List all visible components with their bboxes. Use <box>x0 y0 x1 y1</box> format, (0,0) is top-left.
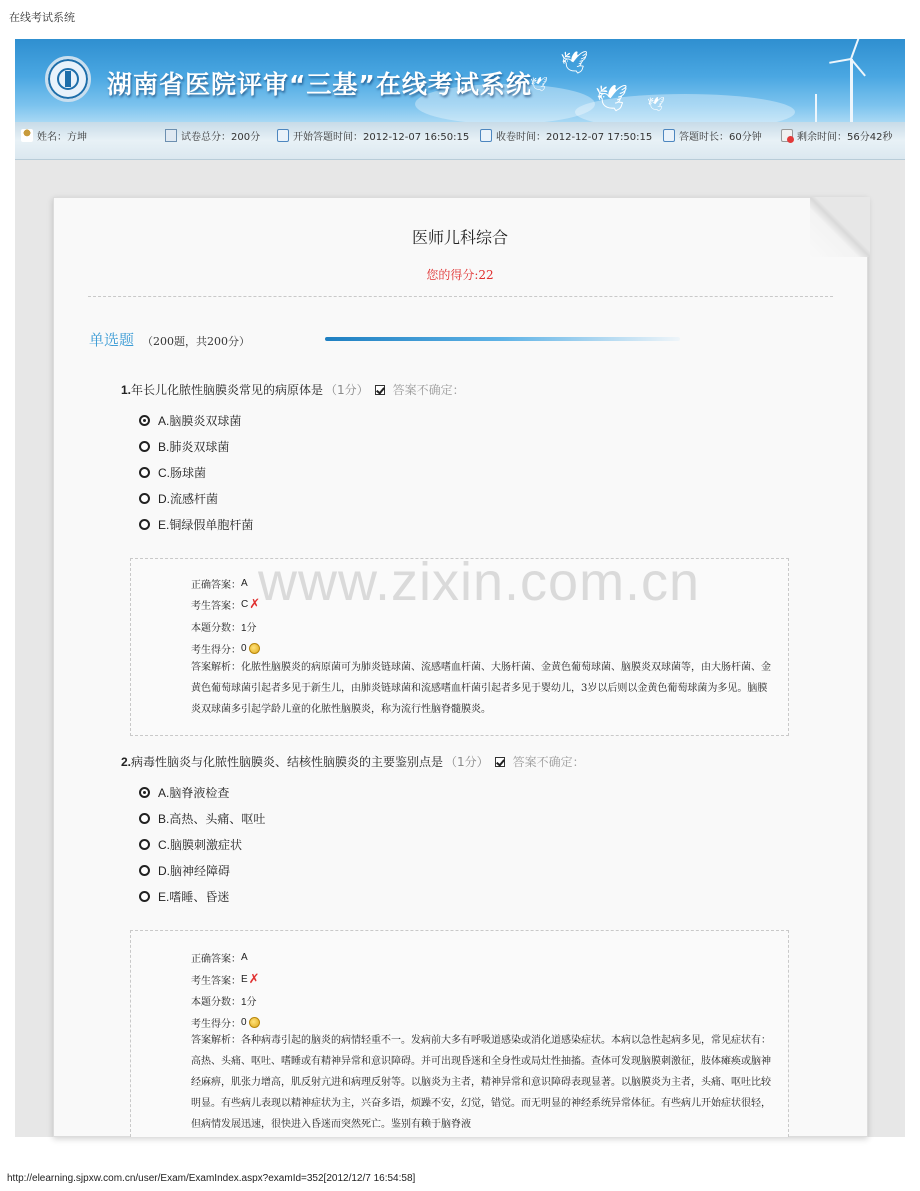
windmill-icon <box>850 59 853 122</box>
section-title: 单选题 <box>89 331 135 349</box>
student-answer-label: 考生答案： <box>191 601 241 612</box>
analysis-body: 化脓性脑膜炎的病原菌可为肺炎链球菌、流感嗜血杆菌、大肠杆菌、金黄色葡萄球菌、脑膜炎双球菌等，由大肠杆菌、金黄色葡萄球菌引起者多见于新生儿，由肺炎链球菌和流感嗜血杆菌引起者多见于婴幼儿，3岁以后则以金黄色葡萄球菌为多见。脑膜炎双球菌多引起学龄儿童的化脓性脑膜炎，称为流行性脑脊髓膜炎。 <box>191 662 771 715</box>
option-e[interactable] <box>139 888 229 905</box>
question-points-value: 1分 <box>241 623 257 634</box>
student-answer-value: E <box>241 974 248 985</box>
student-score-label: 考生得分： <box>191 1019 241 1030</box>
student-score-value: 0 <box>241 643 247 654</box>
analysis-label: 答案解析： <box>191 662 241 673</box>
info-remaining <box>781 128 892 143</box>
section-header <box>89 329 250 350</box>
name-text: 姓名：方坤 <box>37 132 87 143</box>
option-text: 脑膜刺激症状 <box>170 838 243 852</box>
question-points-row <box>191 619 257 634</box>
clock-icon <box>663 129 675 142</box>
section-summary: （200题，共200分） <box>142 335 251 348</box>
system-title: 湖南省医院评审“三基”在线考试系统 <box>107 70 532 99</box>
option-letter: A. <box>158 786 170 800</box>
header-banner <box>15 39 905 122</box>
option-letter: A. <box>158 414 170 428</box>
uncertain-label: 答案不确定： <box>392 383 465 397</box>
question-points: （1分） <box>445 755 489 769</box>
option-a[interactable] <box>139 412 241 429</box>
section-decoration-bar <box>325 337 680 341</box>
hospital-logo <box>45 56 91 102</box>
question-points: （1分） <box>325 383 369 397</box>
option-a[interactable] <box>139 784 229 801</box>
info-submit-time <box>480 128 652 143</box>
option-text: 铜绿假单胞杆菌 <box>169 518 254 532</box>
analysis-text <box>191 1030 771 1135</box>
radio[interactable] <box>139 519 150 530</box>
option-c[interactable] <box>139 464 206 481</box>
option-text: 高热、头痛、呕吐 <box>169 812 266 826</box>
student-score-row <box>191 1015 260 1030</box>
analysis-body: 各种病毒引起的脑炎的病情轻重不一。发病前大多有呼吸道感染或消化道感染症状。本病以急性起病多见，常见症状有：高热、头痛、呕吐、嗜睡或有精神异常和意识障碍。并可出现昏迷和全身性或局灶性抽搐。查体可发现脑膜刺激征，肢体瘫痪或脑神经麻痹，肌张力增高，肌反射亢进和病理反射等。以脑炎为主者，精神异常和意识障碍表现显著。以脑膜炎为主者，头痛、呕吐比较明显。有些病儿表现以精神症状为主，兴奋多语，烦躁不安，幻觉，错觉。而无明显的神经系统异常体征。有些病儿开始症状很轻，但病情发展迅速，很快进入昏迷而突然死亡。鉴别有赖于脑脊液 <box>191 1035 771 1130</box>
info-name <box>21 128 87 143</box>
option-letter: B. <box>158 440 170 454</box>
correct-answer-row <box>191 576 248 591</box>
question-number: 1. <box>121 382 132 397</box>
radio-selected[interactable] <box>139 415 150 426</box>
answer-panel-1 <box>130 558 789 736</box>
uncertain-checkbox[interactable] <box>495 757 505 767</box>
dove-icon: 🕊 <box>595 84 629 114</box>
radio[interactable] <box>139 865 150 876</box>
student-score-label: 考生得分： <box>191 645 241 656</box>
radio-selected[interactable] <box>139 787 150 798</box>
question-number: 2. <box>121 754 132 769</box>
page-caption: 在线考试系统 <box>9 11 75 24</box>
student-answer-row <box>191 597 260 612</box>
question-points-label: 本题分数： <box>191 623 241 634</box>
clock-icon <box>277 129 289 142</box>
info-duration <box>663 128 762 143</box>
dove-icon: 🕊 <box>560 51 588 76</box>
coin-icon <box>249 643 260 654</box>
option-letter: D. <box>158 492 170 506</box>
divider <box>88 296 833 297</box>
correct-answer-label: 正确答案： <box>191 580 241 591</box>
windmill-icon <box>815 94 817 122</box>
wrong-x-icon: ✗ <box>249 596 261 612</box>
radio[interactable] <box>139 891 150 902</box>
option-letter: B. <box>158 812 170 826</box>
option-text: 流感杆菌 <box>170 492 219 506</box>
document-icon <box>165 129 177 142</box>
alarm-icon <box>781 129 793 142</box>
student-score-row <box>191 641 260 656</box>
question-2 <box>121 753 585 770</box>
exam-title: 医师儿科综合 <box>411 228 508 247</box>
exam-score: 您的得分:22 <box>426 268 494 282</box>
option-d[interactable] <box>139 490 218 507</box>
option-letter: D. <box>158 864 170 878</box>
correct-answer-row <box>191 950 248 965</box>
option-text: 脑脊液检查 <box>169 786 230 800</box>
student-answer-value: C <box>241 599 249 610</box>
option-text: 肠球菌 <box>170 466 207 480</box>
analysis-label: 答案解析： <box>191 1035 241 1046</box>
submit-time-text: 收卷时间：2012-12-07 17:50:15 <box>496 132 653 143</box>
student-answer-label: 考生答案： <box>191 976 241 987</box>
correct-answer-value: A <box>241 578 248 589</box>
clock-icon <box>480 129 492 142</box>
uncertain-checkbox[interactable] <box>375 385 385 395</box>
remaining-time-text: 剩余时间：56分42秒 <box>797 132 893 143</box>
info-total-score <box>165 128 260 143</box>
question-points-row <box>191 993 257 1008</box>
question-text: 年长儿化脓性脑膜炎常见的病原体是 <box>131 383 324 397</box>
option-text: 嗜睡、昏迷 <box>169 890 230 904</box>
radio[interactable] <box>139 467 150 478</box>
wrong-x-icon: ✗ <box>248 971 260 987</box>
user-icon <box>21 129 33 142</box>
option-text: 脑神经障碍 <box>170 864 231 878</box>
dove-icon: 🕊 <box>647 97 665 113</box>
uncertain-label: 答案不确定： <box>512 755 585 769</box>
question-points-value: 1分 <box>241 997 257 1008</box>
start-time-text: 开始答题时间：2012-12-07 16:50:15 <box>293 132 470 143</box>
question-points-label: 本题分数： <box>191 997 241 1008</box>
dove-icon: 🕊 <box>530 77 548 93</box>
radio[interactable] <box>139 493 150 504</box>
answer-panel-2 <box>130 930 789 1137</box>
option-e[interactable] <box>139 516 253 533</box>
correct-answer-label: 正确答案： <box>191 954 241 965</box>
footer-url: http://elearning.sjpxw.com.cn/user/Exam/ExamIndex.aspx?examId=352[2012/12/7 16:54:58] <box>7 1173 416 1184</box>
option-text: 脑膜炎双球菌 <box>169 414 242 428</box>
duration-text: 答题时长：60分钟 <box>679 132 762 143</box>
option-letter: E. <box>158 518 170 532</box>
watermark: www.zixin.com.cn <box>258 552 701 612</box>
question-1 <box>121 381 465 398</box>
question-text: 病毒性脑炎与化脓性脑膜炎、结核性脑膜炎的主要鉴别点是 <box>131 755 444 769</box>
correct-answer-value: A <box>241 952 248 963</box>
option-letter: E. <box>158 890 170 904</box>
option-text: 肺炎双球菌 <box>169 440 230 454</box>
coin-icon <box>249 1017 260 1028</box>
option-b[interactable] <box>139 810 265 827</box>
option-letter: C. <box>158 466 170 480</box>
student-score-value: 0 <box>241 1017 247 1028</box>
option-d[interactable] <box>139 862 230 879</box>
analysis-text <box>191 657 771 720</box>
radio[interactable] <box>139 441 150 452</box>
option-c[interactable] <box>139 836 242 853</box>
radio[interactable] <box>139 813 150 824</box>
exam-info-bar <box>15 122 905 160</box>
info-start-time <box>277 128 469 143</box>
student-answer-row <box>191 972 260 987</box>
option-letter: C. <box>158 838 170 852</box>
radio[interactable] <box>139 839 150 850</box>
option-b[interactable] <box>139 438 229 455</box>
total-score-text: 试卷总分：200分 <box>181 132 261 143</box>
